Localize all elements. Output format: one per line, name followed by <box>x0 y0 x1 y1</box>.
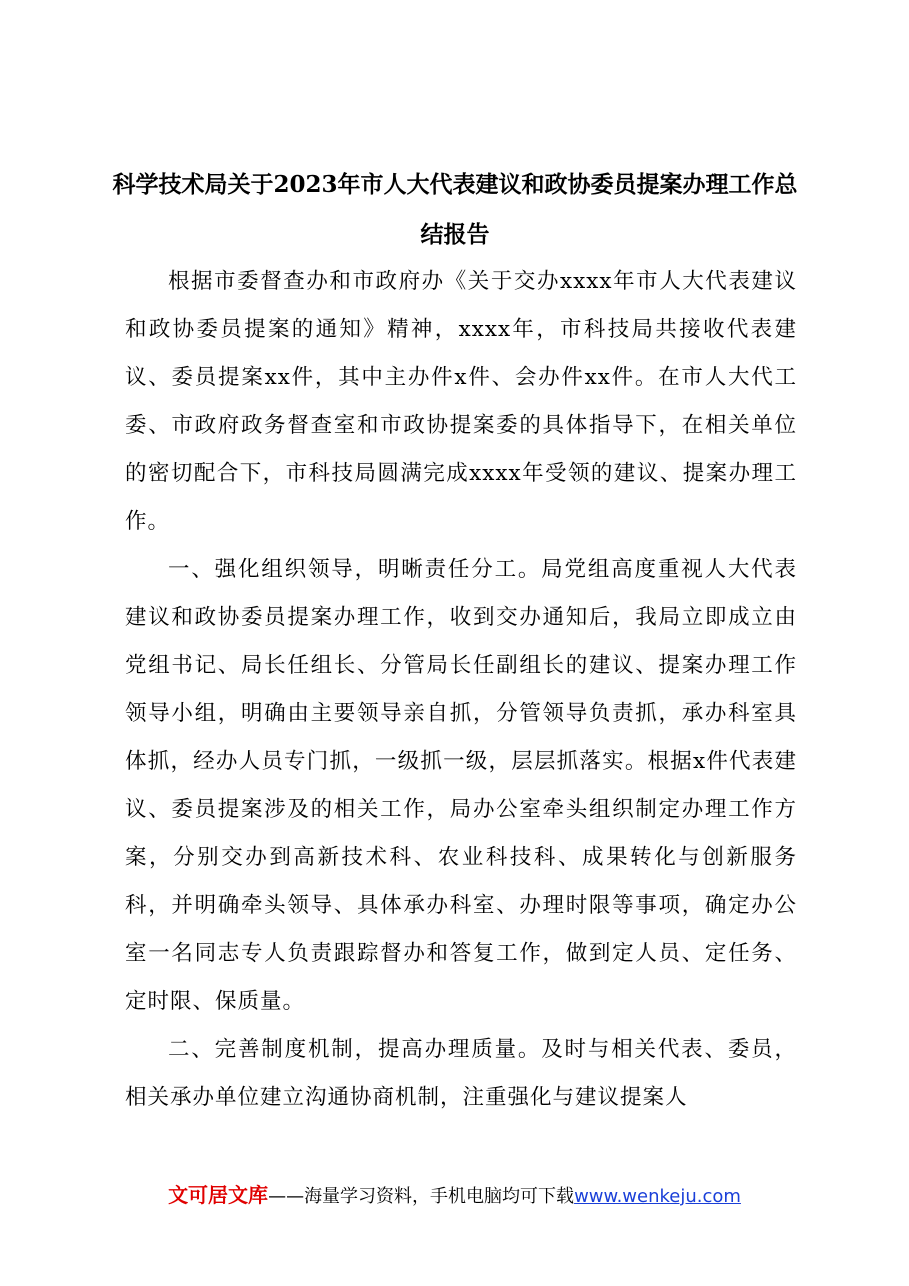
footer-brand: 文可居文库 <box>168 1183 269 1207</box>
footer-slogan: ——海量学习资料，手机电脑均可下载 <box>268 1186 575 1207</box>
paragraph-intro: 根据市委督查办和市政府办《关于交办xxxx年市人大代表建议和政协委员提案的通知》精神，xxxx年，市科技局共接收代表建议、委员提案xx件，其中主办件x件、会办件xx件。在市人大代工委、市政府政务督查室和市政协提案委的具体指导下，在相关单位的密切配合下，市科技局圆满完成xxxx年受领的建议、提案办理工作。 <box>125 269 797 534</box>
paragraph-section-1: 一、强化组织领导，明晰责任分工。局党组高度重视人大代表建议和政协委员提案办理工作，收到交办通知后，我局立即成立由党组书记、局长任组长、分管局长任副组长的建议、提案办理工作领导小组，明确由主要领导亲自抓，分管领导负责抓，承办科室具体抓，经办人员专门抓，一级抓一级，层层抓落实。根据x件代表建议、委员提案涉及的相关工作，局办公室牵头组织制定办理工作方案，分别交办到高新技术科、农业科技科、成果转化与创新服务科，并明确牵头领导、具体承办科室、办理时限等事项，确定办公室一名同志专人负责跟踪督办和答复工作，做到定人员、定任务、定时限、保质量。 <box>125 557 797 1014</box>
document-body <box>125 258 797 1122</box>
paragraph-section-2: 二、完善制度机制，提高办理质量。及时与相关代表、委员，相关承办单位建立沟通协商机制，注重强化与建议提案人 <box>125 1037 797 1110</box>
document-title: 科学技术局关于2023年市人大代表建议和政协委员提案办理工作总结报告 <box>112 171 798 248</box>
footer-url-link[interactable]: www.wenkeju.com <box>574 1186 741 1207</box>
footer-banner <box>0 1180 909 1212</box>
